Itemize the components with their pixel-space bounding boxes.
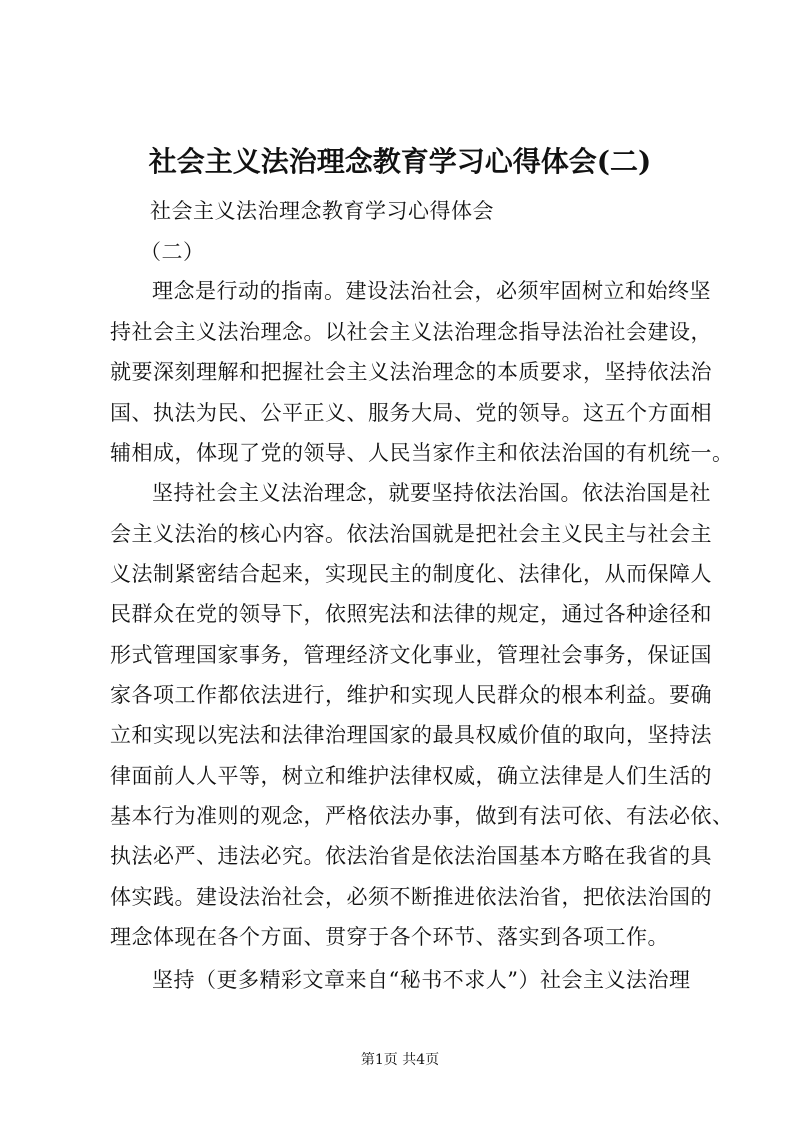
paragraph-line: 基本行为准则的观念，严格依法办事，做到有法可依、有法必依、 bbox=[110, 804, 734, 828]
paragraph-line: 家各项工作都依法进行，维护和实现人民群众的根本利益。要确 bbox=[110, 683, 712, 707]
page-number-footer: 第1页 共4页 bbox=[360, 1052, 440, 1068]
paragraph-line: 形式管理国家事务，管理经济文化事业，管理社会事务，保证国 bbox=[110, 643, 712, 667]
subtitle: 社会主义法治理念教育学习心得体会 bbox=[150, 199, 494, 223]
paragraph-line: 民群众在党的领导下，依照宪法和法律的规定，通过各种途径和 bbox=[110, 602, 712, 626]
subtitle-number: （二） bbox=[140, 240, 205, 264]
paragraph-line: 持社会主义法治理念。以社会主义法治理念指导法治社会建设， bbox=[110, 320, 712, 344]
paragraph-line: 体实践。建设法治社会，必须不断推进依法治省，把依法治国的 bbox=[110, 885, 712, 909]
document-title: 社会主义法治理念教育学习心得体会(二) bbox=[148, 145, 652, 178]
paragraph-line: 就要深刻理解和把握社会主义法治理念的本质要求，坚持依法治 bbox=[110, 360, 712, 384]
paragraph-line: 立和实现以宪法和法律治理国家的最具权威价值的取向，坚持法 bbox=[110, 723, 712, 747]
paragraph-line: 律面前人人平等，树立和维护法律权威，确立法律是人们生活的 bbox=[110, 764, 712, 788]
paragraph-line: 坚持社会主义法治理念，就要坚持依法治国。依法治国是社 bbox=[152, 481, 711, 505]
paragraph-line: 执法必严、违法必究。依法治省是依法治国基本方略在我省的具 bbox=[110, 844, 712, 868]
paragraph-line: 义法制紧密结合起来，实现民主的制度化、法律化，从而保障人 bbox=[110, 562, 712, 586]
paragraph-line: 理念体现在各个方面、贯穿于各个环节、落实到各项工作。 bbox=[110, 925, 669, 949]
paragraph-line: 辅相成，体现了党的领导、人民当家作主和依法治国的有机统一。 bbox=[110, 441, 734, 465]
paragraph-line: 会主义法治的核心内容。依法治国就是把社会主义民主与社会主 bbox=[110, 522, 712, 546]
paragraph-line: 坚持（更多精彩文章来自“秘书不求人”）社会主义法治理 bbox=[152, 968, 691, 992]
paragraph-line: 国、执法为民、公平正义、服务大局、党的领导。这五个方面相 bbox=[110, 401, 712, 425]
paragraph-line: 理念是行动的指南。建设法治社会，必须牢固树立和始终坚 bbox=[152, 279, 711, 303]
